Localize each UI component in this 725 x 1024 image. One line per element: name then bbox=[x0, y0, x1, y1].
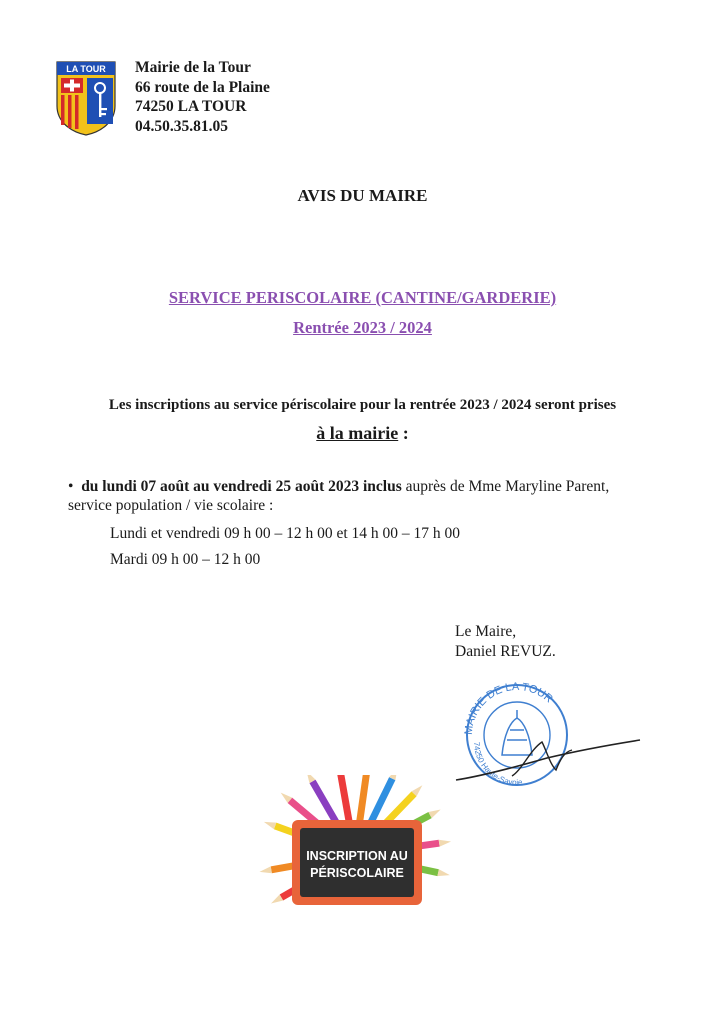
address-line: 04.50.35.81.05 bbox=[135, 117, 228, 135]
stamp-text: MAIRIE DE LA TOUR bbox=[462, 680, 555, 736]
crest-banner-text: LA TOUR bbox=[66, 64, 106, 74]
stamp-bottom-text: 74250 Haute-Savoie bbox=[471, 741, 523, 788]
signatory-name: Daniel REVUZ. bbox=[455, 643, 556, 660]
notice-title: AVIS DU MAIRE bbox=[297, 186, 428, 205]
opening-hours-line: Mardi 09 h 00 – 12 h 00 bbox=[110, 551, 261, 568]
registration-dates: du lundi 07 août au vendredi 25 août 2023 inclus bbox=[81, 478, 402, 495]
mairie-address bbox=[135, 58, 270, 136]
signatory bbox=[455, 622, 556, 662]
location-suffix: : bbox=[398, 423, 409, 443]
location-line bbox=[0, 423, 725, 444]
service-title: SERVICE PERISCOLAIRE (CANTINE/GARDERIE) bbox=[168, 288, 557, 307]
rentree-title: Rentrée 2023 / 2024 bbox=[293, 318, 432, 337]
town-crest-logo bbox=[55, 60, 117, 136]
address-line: Mairie de la Tour bbox=[135, 59, 251, 76]
official-stamp-and-signature bbox=[452, 680, 647, 790]
bullet-symbol: • bbox=[68, 478, 74, 495]
signatory-role: Le Maire, bbox=[455, 623, 517, 640]
badge-line2: PÉRISCOLAIRE bbox=[310, 866, 404, 880]
badge-line1: INSCRIPTION AU bbox=[306, 849, 408, 863]
opening-hours-line: Lundi et vendredi 09 h 00 – 12 h 00 et 14 h 00 – 17 h 00 bbox=[110, 525, 460, 542]
address-line: 66 route de la Plaine bbox=[135, 78, 270, 96]
address-line: 74250 LA TOUR bbox=[135, 98, 247, 115]
registration-bullet bbox=[68, 477, 628, 515]
registration-contact: auprès de Mme Maryline Parent, service population / vie scolaire : bbox=[68, 478, 610, 514]
inscription-badge-illustration bbox=[240, 775, 470, 935]
intro-text: Les inscriptions au service périscolaire pour la rentrée 2023 / 2024 seront prises bbox=[108, 397, 617, 413]
location-text: à la mairie bbox=[316, 423, 399, 443]
